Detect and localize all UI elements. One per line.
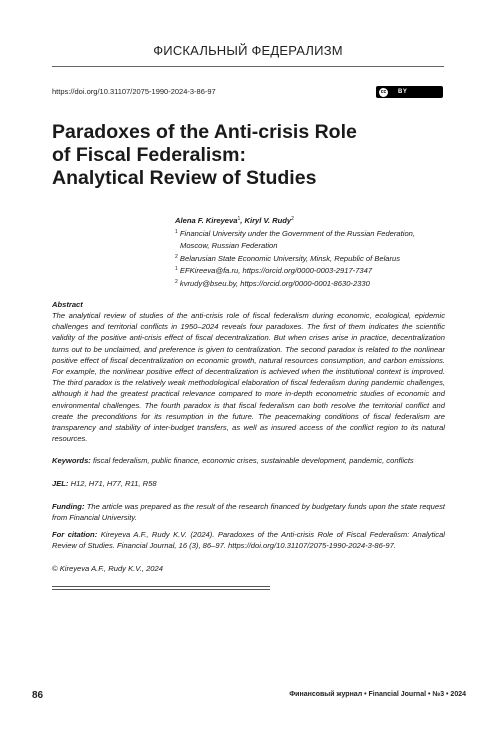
affiliation-text: Moscow, Russian Federation	[180, 241, 278, 250]
affiliation-line	[175, 252, 450, 265]
section-heading: ФИСКАЛЬНЫЙ ФЕДЕРАЛИЗМ	[153, 43, 343, 58]
affiliation-text: Belarusian State Economic University, Minsk, Republic of Belarus	[179, 253, 401, 263]
affiliation-text: EFKireeva@fa.ru, https://orcid.org/0000-0003-2917-7347	[179, 266, 373, 275]
doi-link[interactable]: https://doi.org/10.31107/2075-1990-2024-3-86-97	[52, 87, 216, 96]
affiliation-sup: 1	[175, 266, 178, 272]
jel-text: H12, H71, H77, R11, R58	[70, 479, 157, 488]
citation-label: For citation:	[52, 530, 98, 539]
author-2-sup: 2	[291, 216, 294, 222]
affiliation-text: Financial University under the Government of the Russian Federation,	[179, 228, 416, 238]
authors-block	[175, 214, 450, 289]
title-line-2: of Fiscal Federalism:	[52, 144, 246, 166]
keywords-text: fiscal federalism, public finance, economic crises, sustainable development, pandemic, conflicts	[92, 456, 414, 465]
affiliation-sup: 1	[175, 228, 178, 235]
author-2: Kiryl V. Rudy	[244, 216, 292, 225]
funding-text: The article was prepared as the result of the research financed by budgetary funds upon the state request from Financial University.	[52, 502, 445, 523]
funding	[52, 501, 445, 523]
abstract-heading: Abstract	[52, 300, 83, 309]
title-line-1: Paradoxes of the Anti-crisis Role	[52, 121, 357, 143]
jel-codes	[52, 478, 445, 489]
funding-label: Funding:	[52, 502, 85, 511]
affiliation-sup: 2	[175, 253, 178, 260]
affiliation-line	[175, 227, 450, 240]
by-label: BY	[398, 89, 408, 95]
affiliation-text: kvrudy@bseu.by, https://orcid.org/0000-0001-8630-2330	[179, 278, 370, 288]
header-divider	[52, 66, 444, 67]
keywords-label: Keywords:	[52, 456, 91, 465]
citation-text: Kireyeva A.F., Rudy K.V. (2024). Paradoxes of the Anti-crisis Role of Fiscal Federalism: Analytical Review of Studies. Financial Journal, 16 (3), 86–97. https://doi.org/10.31107/2075-1990-2024-3-86-97.	[52, 530, 445, 551]
author-1-sup: 1	[237, 216, 241, 222]
jel-label: JEL:	[52, 479, 69, 488]
copyright: © Kireyeva A.F., Rudy K.V., 2024	[52, 564, 163, 573]
footer-rule	[52, 589, 270, 590]
cc-by-license-badge[interactable]	[376, 86, 443, 98]
page-number: 86	[32, 690, 44, 701]
author-1: Alena F. Kireyeva	[175, 216, 238, 225]
journal-footer: Финансовый журнал • Financial Journal • №3 • 2024	[289, 691, 466, 698]
keywords	[52, 455, 445, 466]
affiliation-sup: 2	[175, 278, 178, 285]
affiliation-line	[175, 239, 450, 252]
footer-rule	[52, 586, 270, 587]
email-line[interactable]	[175, 277, 450, 290]
abstract-text: The analytical review of studies of the anti-crisis role of fiscal federalism during economic, ecological, epidemic challenges and territorial conflicts in 1950–2024 reveals four paradoxes. The first of them indicates the scientific validity of the positive anti-crisis effect of fiscal decentralization. But when crises arise in practice, decentralization turns out to be unclaimed, and preference is given to centralization. The second paradox is related to the nonlinear positive effect of fiscal decentralization on economic growth, natural resources consumption, and carbon emissions. For example, the nonlinear positive effect of decentralization is achieved when the institutional context is improved. The third paradox is the relatively weak methodological elaboration of fiscal federalism during pandemic challenges, although it had the greatest practical relevance compared to more in-depth econometric studies of economic and environmental challenges. The fourth paradox is that fiscal federalism can both resolve the territorial conflict and create the preconditions for its resumption in the future. The peacemaking conditions of fiscal federalism are transparency and stability of inter-budget transfers, as well as insured access of the conflict region to its natural resources.	[52, 311, 445, 444]
email-line[interactable]	[175, 264, 450, 277]
cc-icon: cc	[380, 89, 387, 95]
author-separator: ,	[240, 216, 245, 225]
title-line-3: Analytical Review of Studies	[52, 167, 317, 189]
author-names	[175, 214, 450, 227]
citation	[52, 529, 445, 551]
article-title	[52, 121, 452, 190]
